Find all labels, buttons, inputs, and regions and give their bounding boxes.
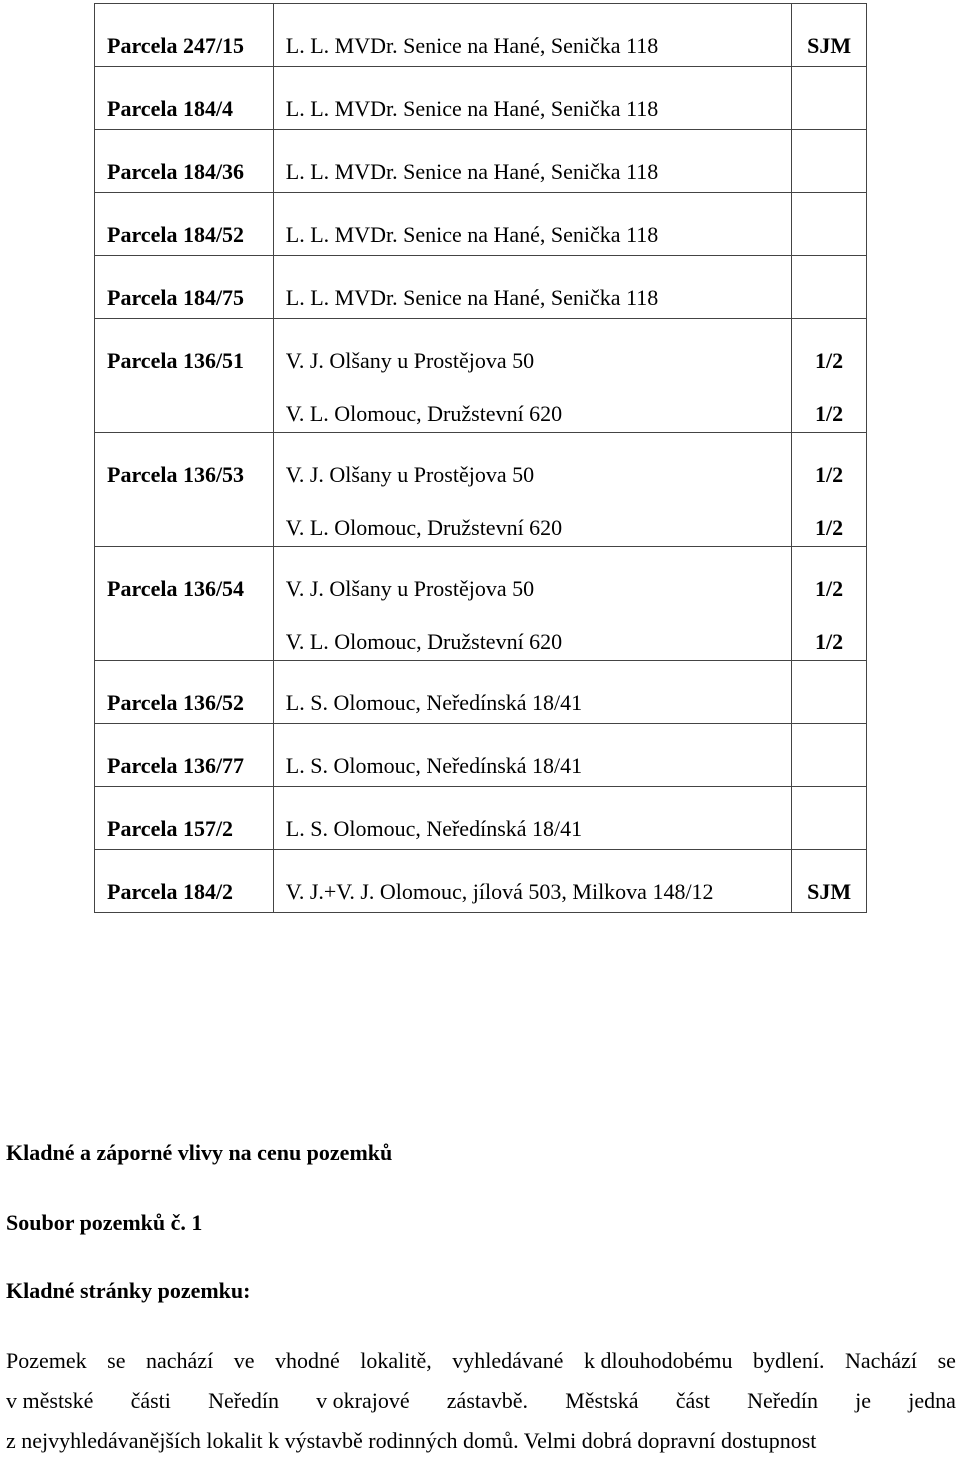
share-cell [792, 193, 867, 256]
parcel-label: Parcela 157/2 [107, 816, 234, 841]
share-cell [792, 319, 867, 433]
table-row [95, 433, 867, 547]
owner-cell [273, 130, 791, 193]
owner-name: V. J. Olšany u Prostějova 50 [285, 462, 535, 487]
share-cell [792, 787, 867, 850]
table-row [95, 547, 867, 661]
owner-share: SJM [807, 33, 852, 58]
paragraph-word: vyhledávané [452, 1348, 564, 1373]
paragraph-word: v okrajové [316, 1388, 410, 1413]
owner-share: 1/2 [815, 348, 844, 373]
owner-share: 1/2 [815, 462, 844, 487]
parcel-label: Parcela 247/15 [107, 33, 245, 58]
share-cell [792, 256, 867, 319]
parcel-label: Parcela 136/51 [107, 348, 245, 373]
parcel-cell [95, 433, 274, 547]
parcel-label: Parcela 136/77 [107, 753, 245, 778]
owner-cell [273, 319, 791, 433]
table-row [95, 724, 867, 787]
owner-share: 1/2 [815, 401, 844, 426]
owner-name: L. S. Olomouc, Neředínská 18/41 [285, 753, 583, 778]
paragraph-word: Pozemek [6, 1348, 87, 1373]
parcel-cell [95, 256, 274, 319]
paragraph-word: části [130, 1388, 171, 1413]
owner-cell [273, 724, 791, 787]
share-cell [792, 661, 867, 724]
parcel-cell [95, 547, 274, 661]
owner-share [792, 215, 866, 255]
table-row [95, 319, 867, 433]
table-row [95, 130, 867, 193]
table-row [95, 787, 867, 850]
owner-cell [273, 193, 791, 256]
parcel-label: Parcela 136/53 [107, 462, 245, 487]
share-cell [792, 433, 867, 547]
parcel-cell [95, 4, 274, 67]
paragraph-word: vhodné [274, 1348, 340, 1373]
paragraph-word: z nejvyhledávanějších lokalit k výstavbě rodinných domů. Velmi dobrá dopravní dostupnost [6, 1428, 817, 1453]
owner-name: L. L. MVDr. Senice na Hané, Senička 118 [285, 159, 659, 184]
paragraph-word: Neředín [747, 1388, 818, 1413]
owner-cell [273, 850, 791, 913]
owner-share: 1/2 [815, 515, 844, 540]
owner-cell [273, 433, 791, 547]
owner-share [792, 152, 866, 192]
parcel-label: Parcela 184/2 [107, 879, 234, 904]
owner-share [792, 89, 866, 129]
paragraph-word: ve [233, 1348, 255, 1373]
paragraph-line [6, 1421, 956, 1461]
parcel-label: Parcela 184/36 [107, 159, 245, 184]
paragraph-word: jedna [908, 1388, 956, 1413]
table-row [95, 850, 867, 913]
paragraph-word: je [855, 1388, 872, 1413]
positives-heading: Kladné stránky pozemku: [6, 1278, 251, 1303]
owner-share [792, 683, 866, 723]
parcel-cell [95, 193, 274, 256]
owner-share: 1/2 [815, 576, 844, 601]
share-cell [792, 724, 867, 787]
parcel-cell [95, 67, 274, 130]
parcel-cell [95, 319, 274, 433]
parcel-cell [95, 850, 274, 913]
owner-cell [273, 547, 791, 661]
paragraph-word: v městské [6, 1388, 94, 1413]
paragraph-word: část [675, 1388, 710, 1413]
paragraph-line [6, 1341, 956, 1381]
share-cell [792, 130, 867, 193]
owner-name: V. L. Olomouc, Družstevní 620 [285, 629, 563, 654]
paragraph-word: Nachází [844, 1348, 918, 1373]
parcel-cell [95, 787, 274, 850]
owner-cell [273, 787, 791, 850]
ownership-table-body [95, 4, 867, 913]
share-cell [792, 850, 867, 913]
share-cell [792, 4, 867, 67]
owner-cell [273, 67, 791, 130]
owner-name: L. L. MVDr. Senice na Hané, Senička 118 [285, 33, 659, 58]
ownership-table [94, 3, 867, 913]
parcel-label: Parcela 136/52 [107, 690, 245, 715]
share-cell [792, 67, 867, 130]
parcel-label: Parcela 184/52 [107, 222, 245, 247]
table-row [95, 193, 867, 256]
paragraph-word: Neředín [208, 1388, 279, 1413]
paragraph-word: bydlení. [752, 1348, 825, 1373]
owner-share: SJM [807, 879, 852, 904]
owner-name: L. L. MVDr. Senice na Hané, Senička 118 [285, 222, 659, 247]
owner-name: V. J.+V. J. Olomouc, jílová 503, Milkova 148/12 [285, 879, 714, 904]
table-row [95, 256, 867, 319]
owner-name: V. J. Olšany u Prostějova 50 [285, 576, 535, 601]
paragraph-word: nachází [146, 1348, 214, 1373]
owner-share [792, 746, 866, 786]
parcel-label: Parcela 184/75 [107, 285, 245, 310]
paragraph-word: zástavbě. [446, 1388, 529, 1413]
set-heading: Soubor pozemků č. 1 [6, 1210, 203, 1235]
owner-cell [273, 661, 791, 724]
table-row [95, 4, 867, 67]
paragraph-word: se [107, 1348, 126, 1373]
parcel-cell [95, 130, 274, 193]
parcel-label: Parcela 184/4 [107, 96, 234, 121]
paragraph-word: k dlouhodobému [583, 1348, 733, 1373]
owner-name: V. J. Olšany u Prostějova 50 [285, 348, 535, 373]
owner-name: V. L. Olomouc, Družstevní 620 [285, 401, 563, 426]
owner-share [792, 278, 866, 318]
paragraph-word: lokalitě, [360, 1348, 432, 1373]
parcel-label: Parcela 136/54 [107, 576, 245, 601]
share-cell [792, 547, 867, 661]
owner-share [792, 809, 866, 849]
table-row [95, 67, 867, 130]
parcel-cell [95, 661, 274, 724]
owner-name: L. S. Olomouc, Neředínská 18/41 [285, 690, 583, 715]
positives-paragraph [6, 1341, 956, 1461]
paragraph-word: Městská [565, 1388, 639, 1413]
owner-cell [273, 256, 791, 319]
paragraph-line [6, 1381, 956, 1421]
owner-name: L. S. Olomouc, Neředínská 18/41 [285, 816, 583, 841]
owner-name: L. L. MVDr. Senice na Hané, Senička 118 [285, 285, 659, 310]
owner-cell [273, 4, 791, 67]
table-row [95, 661, 867, 724]
paragraph-word: se [937, 1348, 956, 1373]
owner-share: 1/2 [815, 629, 844, 654]
parcel-cell [95, 724, 274, 787]
owner-name: L. L. MVDr. Senice na Hané, Senička 118 [285, 96, 659, 121]
influences-heading: Kladné a záporné vlivy na cenu pozemků [6, 1140, 393, 1165]
owner-name: V. L. Olomouc, Družstevní 620 [285, 515, 563, 540]
